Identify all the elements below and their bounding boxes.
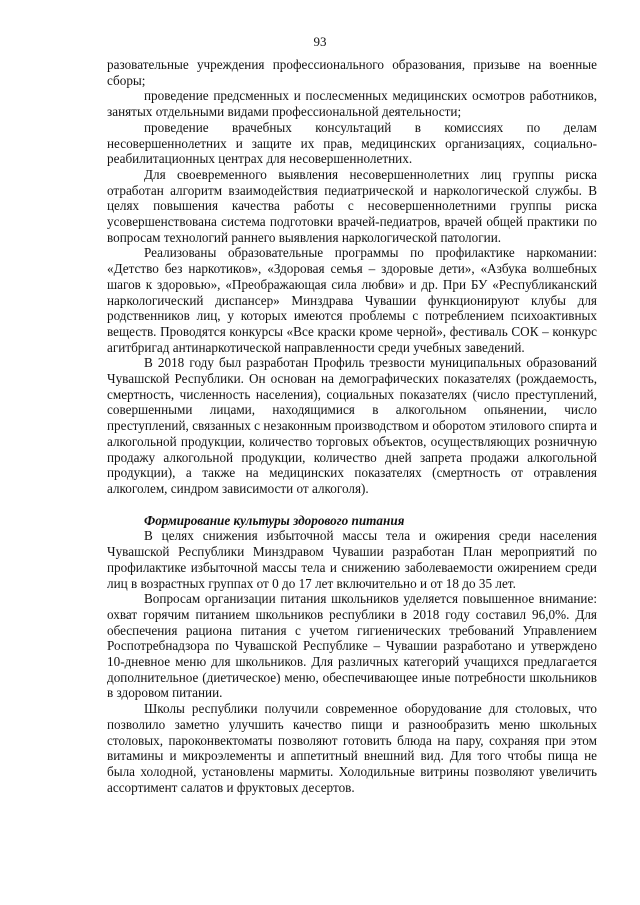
paragraph: проведение врачебных консультаций в комиссиях по делам несовершеннолетних и защите их прав, медицинских организациях, социально-реабилитационных центрах для несовершеннолетних. <box>107 119 597 167</box>
paragraph: Школы республики получили современное оборудование для столовых, что позволило заметно улучшить качество пищи и разнообразить меню школьных столовых, пароконвектоматы позволяют готовить блюда на пару, сохраняя при этом витамины и микроэлементы и аппетитный внешний вид. Для того чтобы пища не была холодной, установлены мармиты. Холодильные витрины позволяют увеличить ассортимент салатов и фруктовых десертов. <box>107 701 597 795</box>
paragraph: Для своевременного выявления несовершеннолетних лиц группы риска отработан алгоритм взаимодействия педиатрической и наркологической службы. В целях повышения качества работы с несовершеннолетними группы риска усовершенствована система подготовки врачей-педиатров, врачей общей практики по вопросам технологий раннего выявления наркологической патологии. <box>107 166 597 245</box>
paragraph: проведение предсменных и послесменных медицинских осмотров работников, занятых отдельными видами профессиональной деятельности; <box>107 88 597 120</box>
paragraph: Реализованы образовательные программы по профилактике наркомании: «Детство без наркотиков», «Здоровая семья – здоровые дети», «Азбука волшебных шагов к здоровью», «Преображающая сила любви» и др. При БУ «Республиканский наркологический диспансер» Минздрава Чувашии функционируют клубы для родственников лиц, у которых имеются проблемы с потреблением психоактивных веществ. Проводятся конкурсы «Все краски кроме черной», фестиваль СОК – конкурс агитбригад антинаркотической направленности среди учебных заведений. <box>107 245 597 355</box>
section-heading: Формирование культуры здорового питания <box>144 512 405 528</box>
paragraph: В 2018 году был разработан Профиль трезвости муниципальных образований Чувашской Республики. Он основан на демографических показателях (рождаемость, смертность, численность населения), социальных показателях (число преступлений, совершенными лицами, находящимися в алкогольном опьянении, число преступлений, связанных с незаконным производством и оборотом этилового спирта и алкогольной продукции, количество торговых объектов, осуществляющих розничную продажу алкогольной продукции, количество дней запрета продажи алкогольной продукции), а также на медицинских показателях (смертность от отравления алкоголем, синдром зависимости от алкоголя). <box>107 355 597 496</box>
paragraph: разовательные учреждения профессионального образования, призыве на военные сборы; <box>107 57 597 88</box>
page-body <box>107 57 597 795</box>
paragraph: Вопросам организации питания школьников уделяется повышенное внимание: охват горячим питанием школьников республики в 2018 году составил 96,0%. Для обеспечения рациона питания с учетом гигиенических требований Управлением Роспотребнадзора по Чувашской Республике – Чувашии разработано и утверждено 10-дневное меню для школьников. Для различных категорий учащихся предлагается дополнительное (диетическое) меню, обеспечивающее иные потребности школьников в здоровом питании. <box>107 591 597 701</box>
paragraph: В целях снижения избыточной массы тела и ожирения среди населения Чувашской Республики Минздравом Чувашии разработан План мероприятий по профилактике избыточной массы тела и снижению заболеваемости ожирением среди лиц в возрастных группах от 0 до 17 лет включительно и от 18 до 35 лет. <box>107 528 597 591</box>
page-number: 93 <box>313 34 327 49</box>
